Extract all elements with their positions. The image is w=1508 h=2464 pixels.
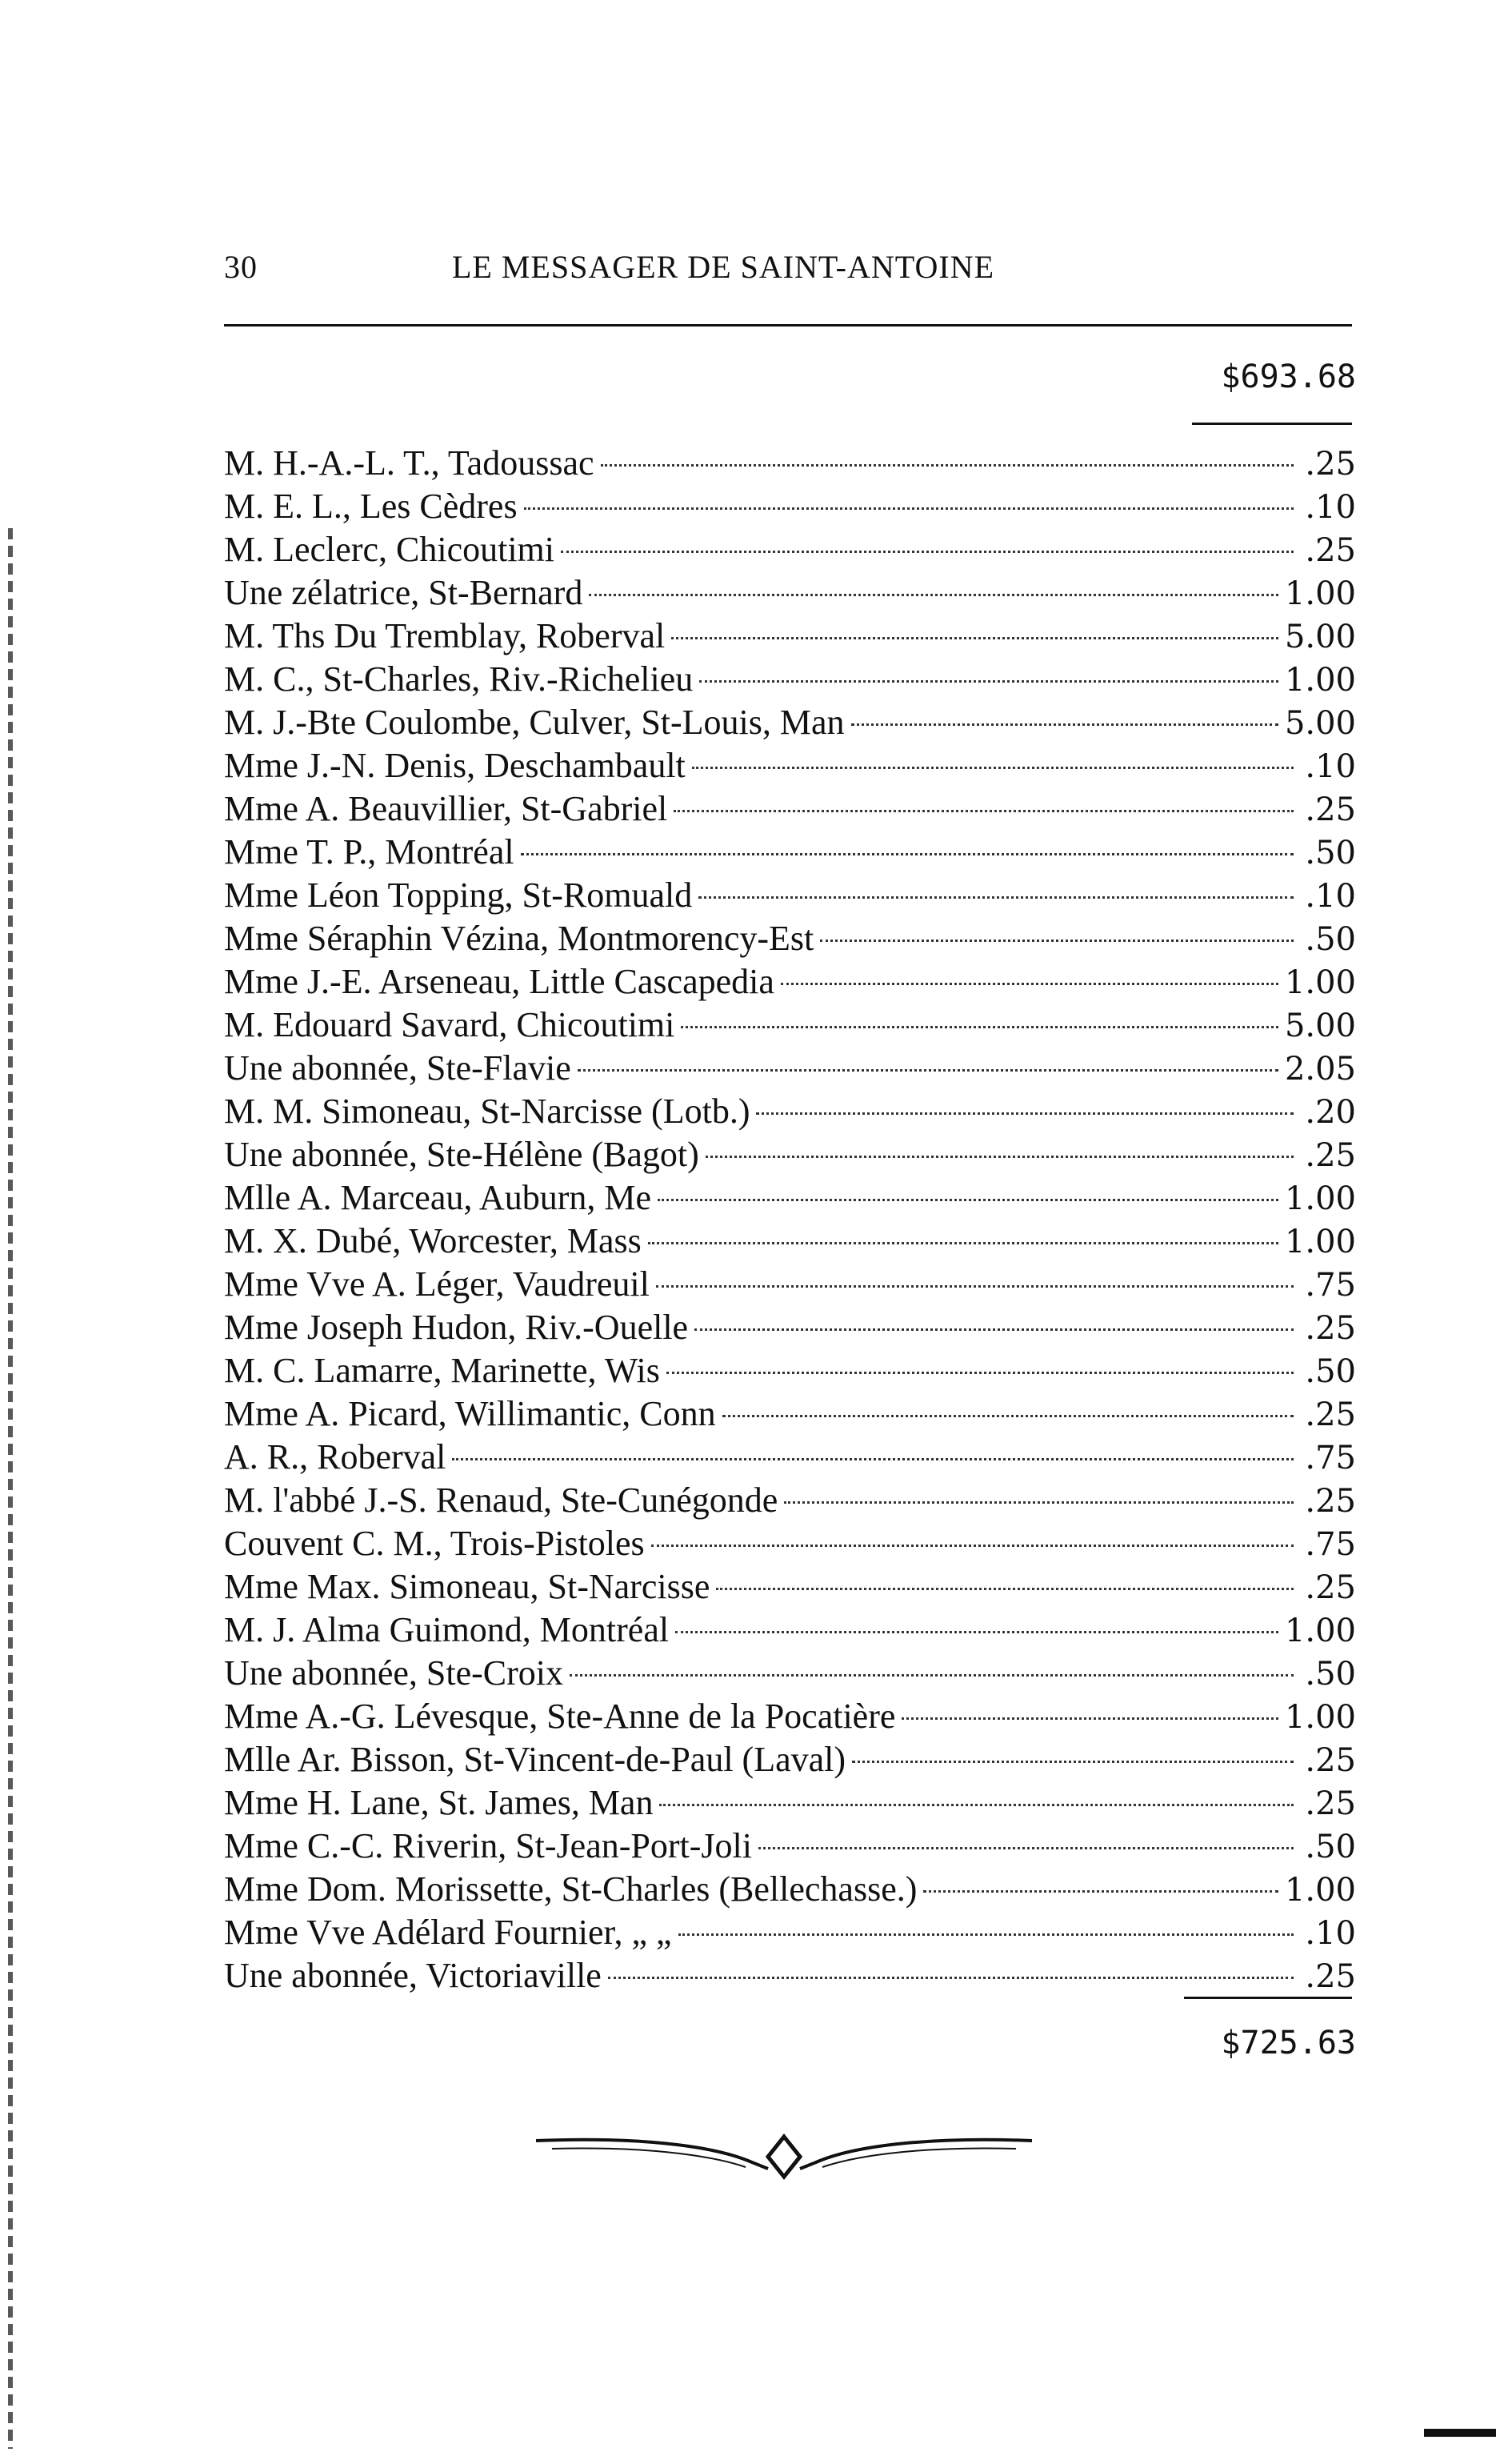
donor-name: Mme Joseph Hudon, Riv.-Ouelle: [224, 1308, 689, 1347]
list-item: [224, 528, 1356, 571]
donor-name: M. H.-A.-L. T., Tadoussac: [224, 443, 594, 483]
donation-amount: 1.00: [1284, 964, 1356, 1001]
list-item: [224, 1522, 1356, 1565]
donor-name: M. Leclerc, Chicoutimi: [224, 530, 554, 569]
donation-amount: 5.00: [1284, 1008, 1356, 1044]
dot-leader: [820, 940, 1294, 942]
donation-amount: .75: [1305, 1526, 1356, 1563]
donation-amount: .50: [1305, 921, 1356, 958]
donation-amount: .20: [1305, 1094, 1356, 1131]
list-item: [224, 485, 1356, 528]
dot-leader: [722, 1415, 1294, 1417]
donation-amount: .25: [1305, 1483, 1356, 1520]
donor-name: M. X. Dubé, Worcester, Mass: [224, 1221, 642, 1260]
dot-leader: [674, 810, 1294, 812]
dot-leader: [678, 1933, 1294, 1936]
donor-name: M. C. Lamarre, Marinette, Wis: [224, 1351, 660, 1390]
donation-amount: 2.05: [1284, 1051, 1356, 1088]
donor-name: M. J.-Bte Coulombe, Culver, St-Louis, Man: [224, 703, 845, 742]
list-item: [224, 1004, 1356, 1047]
list-item: [224, 1047, 1356, 1090]
dot-leader: [524, 507, 1294, 510]
donor-name: Une abonnée, Ste-Croix: [224, 1653, 563, 1693]
carried-forward-amount: $693.68: [1221, 359, 1356, 395]
list-item: [224, 1176, 1356, 1220]
dot-leader: [784, 1501, 1294, 1504]
donation-amount: 1.00: [1284, 1224, 1356, 1260]
header-rule: [224, 324, 1352, 327]
donor-name: A. R., Roberval: [224, 1437, 446, 1476]
dot-leader: [570, 1674, 1294, 1677]
list-item: [224, 1306, 1356, 1349]
donation-amount: .25: [1305, 1569, 1356, 1606]
donor-name: Mme Vve Adélard Fournier, „ „: [224, 1913, 672, 1952]
dot-leader: [923, 1890, 1278, 1893]
donation-amount: .25: [1305, 1310, 1356, 1347]
donor-name: Mme A. Beauvillier, St-Gabriel: [224, 789, 668, 828]
dot-leader: [699, 680, 1278, 683]
donor-name: M. E. L., Les Cèdres: [224, 487, 518, 526]
dot-leader: [561, 551, 1294, 553]
donation-amount: .10: [1305, 748, 1356, 785]
dot-leader: [694, 1328, 1294, 1331]
donation-amount: .25: [1305, 1396, 1356, 1433]
donation-amount: 1.00: [1284, 1613, 1356, 1649]
list-item: [224, 917, 1356, 960]
donor-name: Une abonnée, Ste-Hélène (Bagot): [224, 1135, 699, 1174]
donation-amount: .50: [1305, 835, 1356, 871]
donation-amount: 1.00: [1284, 1872, 1356, 1909]
donation-amount: 1.00: [1284, 1180, 1356, 1217]
donation-amount: .25: [1305, 1137, 1356, 1174]
donation-amount: .25: [1305, 1785, 1356, 1822]
list-item: [224, 1436, 1356, 1479]
page-number: 30: [224, 249, 258, 285]
dot-leader: [452, 1458, 1294, 1460]
donation-amount: .25: [1305, 446, 1356, 483]
list-item: [224, 831, 1356, 874]
donor-name: Mlle A. Marceau, Auburn, Me: [224, 1178, 651, 1217]
donor-name: Mme Dom. Morissette, St-Charles (Bellechasse.): [224, 1869, 918, 1909]
donor-name: Une abonnée, Ste-Flavie: [224, 1048, 571, 1088]
dot-leader: [692, 767, 1294, 769]
donation-amount: .75: [1305, 1440, 1356, 1476]
dot-leader: [756, 1112, 1294, 1115]
donor-name: M. Ths Du Tremblay, Roberval: [224, 616, 666, 655]
donation-amount: 5.00: [1284, 619, 1356, 655]
list-item: [224, 1349, 1356, 1392]
running-title: LE MESSAGER DE SAINT-ANTOINE: [452, 249, 994, 285]
donor-name: M. M. Simoneau, St-Narcisse (Lotb.): [224, 1092, 750, 1131]
list-item: [224, 1479, 1356, 1522]
carried-forward-rule: [1192, 423, 1352, 425]
dot-leader: [902, 1717, 1278, 1720]
corner-scan-mark: [1424, 2429, 1496, 2437]
dot-leader: [851, 723, 1278, 726]
list-item: [224, 1954, 1356, 1997]
dot-leader: [675, 1631, 1278, 1633]
donation-amount: .50: [1305, 1353, 1356, 1390]
donation-amount: 1.00: [1284, 1699, 1356, 1736]
dot-leader: [521, 853, 1294, 855]
dot-leader: [706, 1156, 1294, 1158]
page-header: [224, 248, 1344, 296]
dot-leader: [666, 1372, 1294, 1374]
list-item: [224, 1738, 1356, 1781]
donor-name: Mme J.-N. Denis, Deschambault: [224, 746, 686, 785]
list-item: [224, 1868, 1356, 1911]
donation-amount: .25: [1305, 791, 1356, 828]
list-item: [224, 960, 1356, 1004]
donor-name: Mme H. Lane, St. James, Man: [224, 1783, 654, 1822]
list-item: [224, 744, 1356, 787]
dot-leader: [651, 1545, 1294, 1547]
list-item: [224, 1220, 1356, 1263]
list-item: [224, 1392, 1356, 1436]
donation-list: [224, 442, 1356, 1997]
list-item: [224, 701, 1356, 744]
list-item: [224, 1652, 1356, 1695]
list-item: [224, 1695, 1356, 1738]
list-item: [224, 615, 1356, 658]
list-item: [224, 1133, 1356, 1176]
donor-name: Mme C.-C. Riverin, St-Jean-Port-Joli: [224, 1826, 752, 1865]
donation-amount: .10: [1305, 489, 1356, 526]
list-item: [224, 1263, 1356, 1306]
donation-amount: .10: [1305, 1915, 1356, 1952]
dot-leader: [656, 1285, 1294, 1288]
donor-name: Mme T. P., Montréal: [224, 832, 514, 871]
donation-amount: 5.00: [1284, 705, 1356, 742]
donor-name: Mme A. Picard, Willimantic, Conn: [224, 1394, 716, 1433]
dot-leader: [601, 464, 1294, 467]
donor-name: Mme A.-G. Lévesque, Ste-Anne de la Pocatière: [224, 1697, 896, 1736]
list-item: [224, 874, 1356, 917]
donation-amount: 1.00: [1284, 575, 1356, 612]
list-item: [224, 1825, 1356, 1868]
donor-name: M. C., St-Charles, Riv.-Richelieu: [224, 659, 694, 699]
dot-leader: [852, 1761, 1294, 1763]
donor-name: M. Edouard Savard, Chicoutimi: [224, 1005, 675, 1044]
donation-amount: .25: [1305, 532, 1356, 569]
dot-leader: [648, 1242, 1278, 1244]
donor-name: Mme Séraphin Vézina, Montmorency-Est: [224, 919, 814, 958]
dot-leader: [608, 1977, 1294, 1979]
donation-amount: .50: [1305, 1829, 1356, 1865]
donor-name: Mme Vve A. Léger, Vaudreuil: [224, 1264, 650, 1304]
dot-leader: [659, 1804, 1294, 1806]
donor-name: Une zélatrice, St-Bernard: [224, 573, 583, 612]
list-item: [224, 1090, 1356, 1133]
donor-name: Une abonnée, Victoriaville: [224, 1956, 602, 1995]
list-item: [224, 571, 1356, 615]
dot-leader: [781, 983, 1278, 985]
list-item: [224, 1781, 1356, 1825]
list-item: [224, 442, 1356, 485]
dot-leader: [658, 1199, 1278, 1201]
total-rule: [1184, 1997, 1352, 1999]
list-item: [224, 787, 1356, 831]
donor-name: M. J. Alma Guimond, Montréal: [224, 1610, 670, 1649]
donor-name: Mlle Ar. Bisson, St-Vincent-de-Paul (Laval): [224, 1740, 846, 1779]
page-edge-scan-mark: [8, 528, 13, 2449]
donation-amount: .25: [1305, 1742, 1356, 1779]
dot-leader: [671, 637, 1278, 639]
dot-leader: [698, 896, 1294, 899]
donor-name: Mme Max. Simoneau, St-Narcisse: [224, 1567, 710, 1606]
total-amount: $725.63: [1221, 2025, 1356, 2061]
dot-leader: [758, 1847, 1294, 1849]
list-item: [224, 1565, 1356, 1609]
dot-leader: [681, 1026, 1278, 1028]
list-item: [224, 1609, 1356, 1652]
ornament-divider: [536, 2113, 1032, 2185]
dot-leader: [716, 1588, 1294, 1590]
donation-amount: .10: [1305, 878, 1356, 915]
donor-name: Couvent C. M., Trois-Pistoles: [224, 1524, 645, 1563]
donation-amount: 1.00: [1284, 662, 1356, 699]
donation-amount: .25: [1305, 1958, 1356, 1995]
donation-amount: .75: [1305, 1267, 1356, 1304]
dot-leader: [578, 1069, 1278, 1072]
list-item: [224, 658, 1356, 701]
donor-name: Mme J.-E. Arseneau, Little Cascapedia: [224, 962, 774, 1001]
donor-name: Mme Léon Topping, St-Romuald: [224, 875, 693, 915]
list-item: [224, 1911, 1356, 1954]
dot-leader: [589, 594, 1278, 596]
donation-amount: .50: [1305, 1656, 1356, 1693]
donor-name: M. l'abbé J.-S. Renaud, Ste-Cunégonde: [224, 1480, 778, 1520]
